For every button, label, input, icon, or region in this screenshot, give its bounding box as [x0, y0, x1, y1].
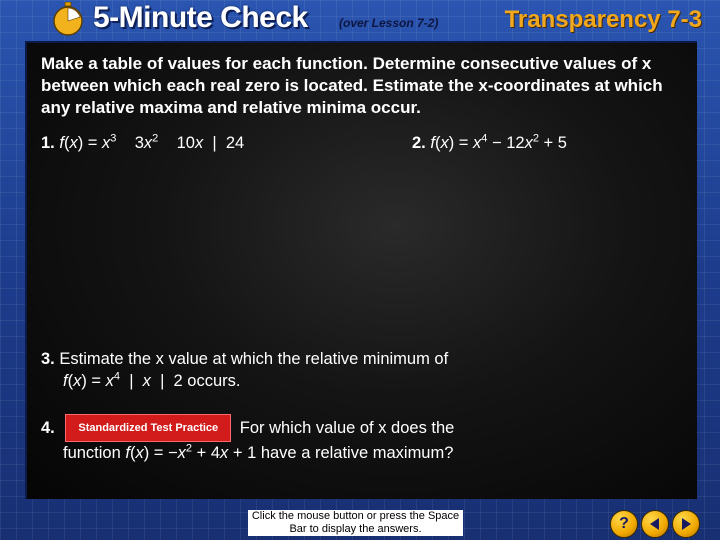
back-button[interactable]	[641, 510, 669, 538]
lesson-subtitle: (over Lesson 7-2)	[339, 16, 439, 30]
question-number: 1.	[41, 134, 55, 152]
stopwatch-icon	[52, 2, 84, 36]
question-line-1: Estimate the x value at which the relative minimum of	[59, 350, 449, 368]
question-text: $f(x) = x^3$ $3x^2$ 10x | 24	[59, 132, 245, 152]
question-1	[41, 132, 244, 154]
standardized-test-badge: Standardized Test Practice	[65, 414, 231, 442]
instructions-text: Make a table of values for each function. Determine consecutive values of x between which each real zero is located. Estimate the x-coordinates at which any relative maxima and relative minima occur.	[41, 54, 663, 117]
question-2	[412, 132, 567, 154]
triangle-right-icon	[678, 516, 694, 532]
chalkboard	[25, 41, 697, 499]
instructions	[41, 53, 696, 119]
question-text: $f(x) = x^4 - 12x^2 + 5$	[430, 132, 567, 152]
help-button[interactable]	[610, 510, 638, 538]
triangle-left-icon	[647, 516, 663, 532]
next-button[interactable]	[672, 510, 700, 538]
help-icon: ?	[619, 515, 629, 532]
question-line-1: For which value of x does the	[239, 419, 455, 437]
instruction-note: Click the mouse button or press the Space Bar to display the answers.	[248, 510, 463, 536]
question-number: 3.	[41, 350, 55, 368]
page-title: 5-Minute Check	[93, 1, 308, 34]
question-line-2: $f(x) = x^4$ | x | 2 occurs.	[63, 370, 241, 390]
question-line-2: function $f(x) = -x^2 + 4x + 1$ have a relative maximum?	[63, 442, 454, 462]
transparency-label: Transparency 7-3	[504, 6, 702, 33]
header	[0, 0, 720, 40]
question-3	[41, 348, 501, 392]
question-number: 2.	[412, 134, 426, 152]
question-number: 4.	[41, 419, 55, 437]
question-4	[41, 414, 681, 464]
